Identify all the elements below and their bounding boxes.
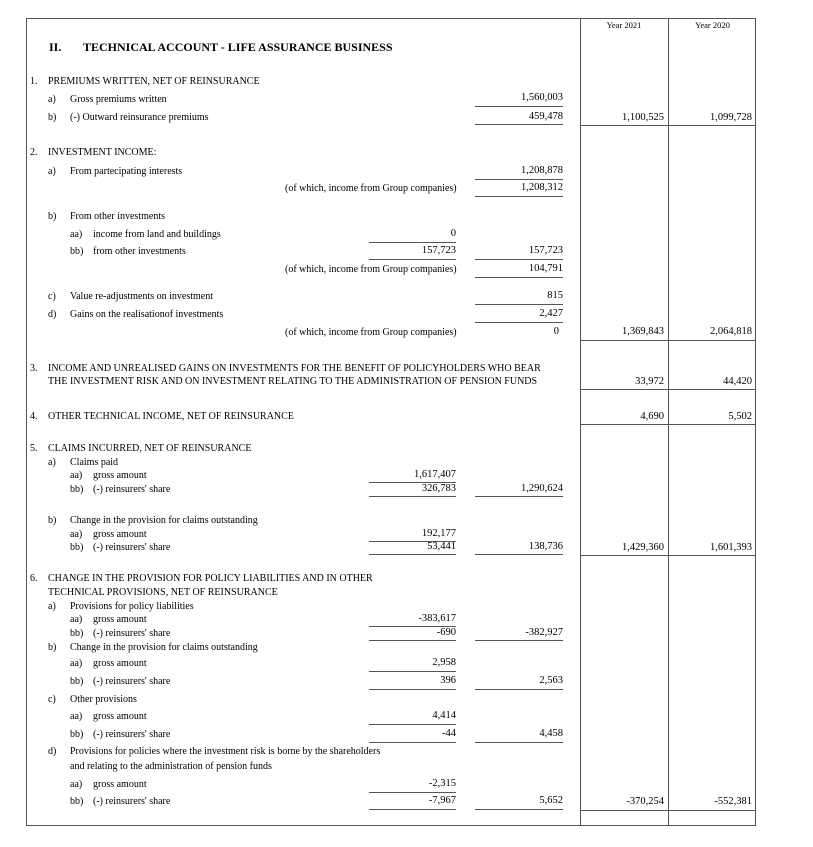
s5-a-total: 1,290,624 xyxy=(475,483,563,497)
s6-aaa-value: -383,617 xyxy=(369,613,456,627)
s6-caa-letter: aa) xyxy=(70,711,83,722)
s6-aaa-letter: aa) xyxy=(70,614,83,625)
s6-daa-value: -2,315 xyxy=(369,778,456,793)
s5-bbb-label: (-) reinsurers' share xyxy=(93,542,171,553)
s1-a-value: 1,560,003 xyxy=(475,92,563,107)
s5-bbb-letter: bb) xyxy=(70,542,84,553)
s5-b-label: Change in the provision for claims outstanding xyxy=(70,515,258,526)
s6-baa-value: 2,958 xyxy=(369,657,456,672)
s5-b-letter: b) xyxy=(48,515,57,526)
s2-bbb-letter: bb) xyxy=(70,246,84,257)
s2-b-group-label: (of which, income from Group companies) xyxy=(285,264,457,275)
s6-a-label: Provisions for policy liabilities xyxy=(70,601,194,612)
s2-baa-value: 0 xyxy=(369,228,456,243)
s2-c-label: Value re-adjustments on investment xyxy=(70,291,214,302)
s5-a-label: Claims paid xyxy=(70,457,119,468)
s2-a-value: 1,208,878 xyxy=(475,165,563,180)
s3-line1: INCOME AND UNREALISED GAINS ON INVESTMENTS FOR THE BENEFIT OF POLICYHOLDERS WHO BEAR xyxy=(48,363,541,374)
s2-b-label: From other investments xyxy=(70,211,165,222)
s3-total-2020: 44,420 xyxy=(723,376,752,387)
s5-a-letter: a) xyxy=(48,457,56,468)
s6-rule xyxy=(580,810,756,811)
s2-c-letter: c) xyxy=(48,291,56,302)
year-2020-header: Year 2020 xyxy=(695,20,730,30)
s3-number: 3. xyxy=(30,363,38,374)
s6-total-2020: -552,381 xyxy=(714,796,752,807)
s6-c-letter: c) xyxy=(48,694,56,705)
s5-aaa-label: gross amount xyxy=(93,470,147,481)
s2-title: INVESTMENT INCOME: xyxy=(48,147,157,158)
s6-cbb-value: -44 xyxy=(369,728,456,743)
s1-b-letter: b) xyxy=(48,112,57,123)
s5-title: CLAIMS INCURRED, NET OF REINSURANCE xyxy=(48,443,252,454)
s5-aaa-letter: aa) xyxy=(70,470,83,481)
s4-number: 4. xyxy=(30,411,38,422)
s2-b-letter: b) xyxy=(48,211,57,222)
s6-c-total: 4,458 xyxy=(475,728,563,743)
s6-daa-letter: aa) xyxy=(70,779,83,790)
s3-line2: THE INVESTMENT RISK AND ON INVESTMENT RELATING TO THE ADMINISTRATION OF PENSION FUNDS xyxy=(48,376,538,387)
s6-caa-label: gross amount xyxy=(93,711,147,722)
s5-bbb-value: 53,441 xyxy=(369,541,456,555)
s2-total-2020: 2,064,818 xyxy=(710,326,752,337)
s4-rule xyxy=(580,424,756,425)
s2-a-group-label: (of which, income from Group companies) xyxy=(285,183,457,194)
s2-d-label: Gains on the realisationof investments xyxy=(70,309,224,320)
s6-bbb-letter: bb) xyxy=(70,676,84,687)
s2-b-group-value: 104,791 xyxy=(475,263,563,278)
s2-b-total: 157,723 xyxy=(475,245,563,260)
s6-baa-label: gross amount xyxy=(93,658,147,669)
s5-baa-letter: aa) xyxy=(70,529,83,540)
s4-total-2021: 4,690 xyxy=(640,411,664,422)
section-title: TECHNICAL ACCOUNT - LIFE ASSURANCE BUSINESS xyxy=(83,40,393,54)
s2-a-group-value: 1,208,312 xyxy=(475,182,563,197)
s4-title: OTHER TECHNICAL INCOME, NET OF REINSURANCE xyxy=(48,411,294,422)
s1-b-value: 459,478 xyxy=(475,111,563,125)
s6-b-total: 2,563 xyxy=(475,675,563,690)
s1-a-letter: a) xyxy=(48,94,56,105)
s6-bbb-value: 396 xyxy=(369,675,456,690)
s5-baa-value: 192,177 xyxy=(369,528,456,542)
s6-cbb-letter: bb) xyxy=(70,729,84,740)
s6-daa-label: gross amount xyxy=(93,779,147,790)
s5-total-2021: 1,429,360 xyxy=(622,542,664,553)
s6-line1: CHANGE IN THE PROVISION FOR POLICY LIABILITIES AND IN OTHER xyxy=(48,573,373,584)
s6-d-line2: and relating to the administration of pension funds xyxy=(70,761,272,772)
s2-baa-label: income from land and buildings xyxy=(93,229,221,240)
s6-d-line1: Provisions for policies where the investment risk is borne by the shareholders xyxy=(70,746,381,757)
section-number: II. xyxy=(49,40,62,54)
s6-aaa-label: gross amount xyxy=(93,614,147,625)
s6-c-label: Other provisions xyxy=(70,694,137,705)
s2-bbb-label: from other investments xyxy=(93,246,186,257)
s5-total-2020: 1,601,393 xyxy=(710,542,752,553)
s6-b-label: Change in the provision for claims outstanding xyxy=(70,642,258,653)
s6-baa-letter: aa) xyxy=(70,658,83,669)
s6-abb-letter: bb) xyxy=(70,628,84,639)
s3-rule xyxy=(580,389,756,390)
s6-b-letter: b) xyxy=(48,642,57,653)
s5-aaa-value: 1,617,407 xyxy=(369,469,456,483)
s3-total-2021: 33,972 xyxy=(635,376,664,387)
year-2021-header: Year 2021 xyxy=(606,20,642,30)
s5-rule xyxy=(580,555,756,556)
s6-dbb-value: -7,967 xyxy=(369,795,456,810)
s1-total-2020: 1,099,728 xyxy=(710,112,752,123)
s2-bbb-value: 157,723 xyxy=(369,245,456,260)
s2-a-letter: a) xyxy=(48,166,56,177)
s6-abb-value: -690 xyxy=(369,627,456,641)
s6-dbb-letter: bb) xyxy=(70,796,84,807)
s1-title: PREMIUMS WRITTEN, NET OF REINSURANCE xyxy=(48,76,260,87)
s1-b-label: (-) Outward reinsurance premiums xyxy=(70,112,209,123)
s2-d-letter: d) xyxy=(48,309,57,320)
s2-d-group-label: (of which, income from Group companies) xyxy=(285,327,457,338)
s1-rule xyxy=(580,125,756,126)
s5-b-total: 138,736 xyxy=(475,541,563,555)
s2-c-value: 815 xyxy=(475,290,563,305)
s6-total-2021: -370,254 xyxy=(626,796,664,807)
s6-a-letter: a) xyxy=(48,601,56,612)
s5-abb-letter: bb) xyxy=(70,484,84,495)
s1-total-2021: 1,100,525 xyxy=(622,112,664,123)
s1-number: 1. xyxy=(30,76,38,87)
s2-number: 2. xyxy=(30,147,38,158)
s5-number: 5. xyxy=(30,443,38,454)
s2-baa-letter: aa) xyxy=(70,229,83,240)
s6-dbb-label: (-) reinsurers' share xyxy=(93,796,171,807)
s6-d-letter: d) xyxy=(48,746,57,757)
s1-a-label: Gross premiums written xyxy=(70,94,167,105)
s2-a-label: From partecipating interests xyxy=(70,166,183,177)
s6-cbb-label: (-) reinsurers' share xyxy=(93,729,171,740)
s6-number: 6. xyxy=(30,573,38,584)
s5-abb-value: 326,783 xyxy=(369,483,456,497)
s6-bbb-label: (-) reinsurers' share xyxy=(93,676,171,687)
s6-abb-label: (-) reinsurers' share xyxy=(93,628,171,639)
s2-rule xyxy=(580,340,756,341)
s4-total-2020: 5,502 xyxy=(728,411,752,422)
s2-total-2021: 1,369,843 xyxy=(622,326,664,337)
s6-d-total: 5,652 xyxy=(475,795,563,810)
s6-line2: TECHNICAL PROVISIONS, NET OF REINSURANCE xyxy=(48,587,278,598)
s6-a-total: -382,927 xyxy=(475,627,563,641)
s5-abb-label: (-) reinsurers' share xyxy=(93,484,171,495)
s6-caa-value: 4,414 xyxy=(369,710,456,725)
s2-d-value: 2,427 xyxy=(475,308,563,323)
s5-baa-label: gross amount xyxy=(93,529,147,540)
s2-d-group-value: 0 xyxy=(553,326,559,337)
